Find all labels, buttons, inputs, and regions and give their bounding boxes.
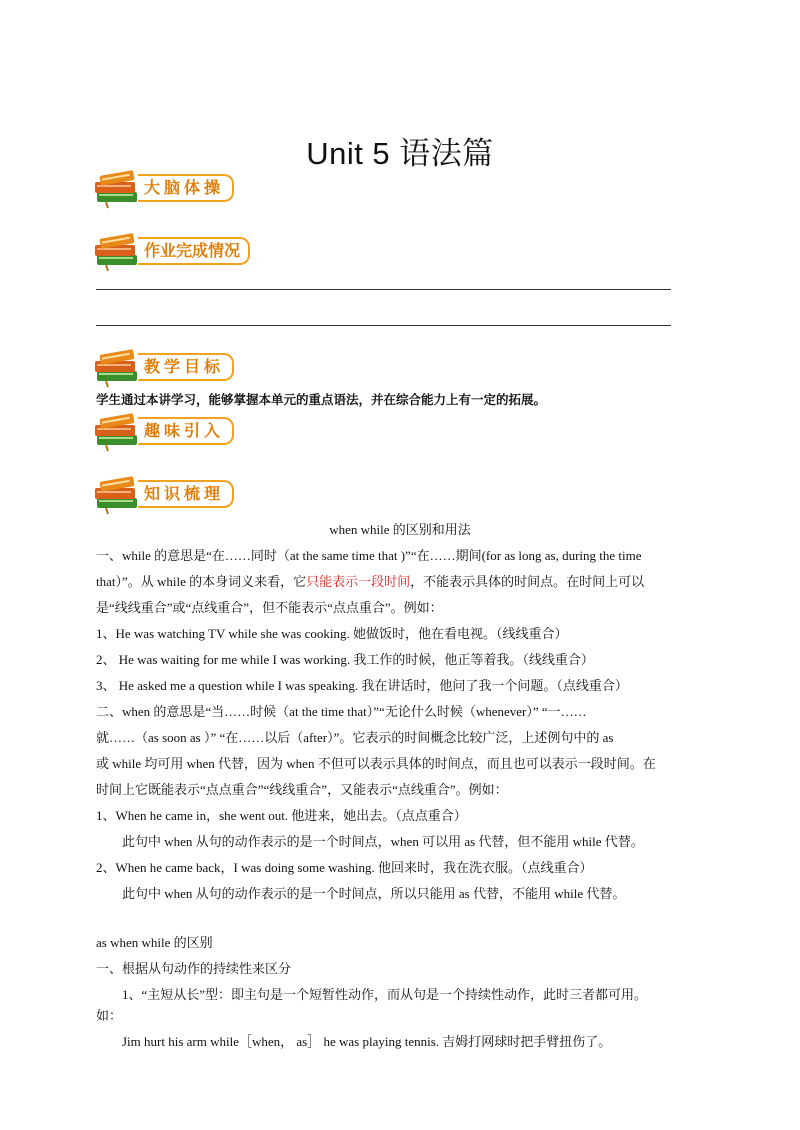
- example-line: 1、When he came in，she went out. 他进来，她出去。（点点重合）: [96, 808, 467, 823]
- section-header-warmup: [94, 168, 274, 208]
- example-line: 2、 He was waiting for me while I was working. 我工作的时候，他正等着我。（线线重合）: [96, 652, 594, 667]
- paragraph-line: 如：: [96, 1008, 123, 1023]
- text-span: ，不能表示具体的时间点。在时间上可以: [410, 574, 645, 589]
- text-span: that）”。从 while 的本身词义来看，它: [96, 574, 307, 589]
- explanation-line: 此句中 when 从句的动作表示的是一个时间点，when 可以用 as 代替，但不能用 while 代替。: [122, 834, 644, 849]
- page-title: Unit 5 语法篇: [306, 136, 494, 171]
- section-label: 趣味引入: [138, 417, 234, 445]
- highlight-text: 只能表示一段时间: [306, 574, 411, 589]
- books-icon: [94, 231, 142, 273]
- section-label: 知识梳理: [138, 480, 234, 508]
- paragraph-line: 时间上它既能表示“点点重合”“线线重合”，又能表示“点线重合”。例如：: [96, 782, 508, 797]
- paragraph-line: 就……（as soon as ）” “在……以后（after）”。它表示的时间概念比较广泛，上述例句中的 as: [96, 730, 614, 745]
- paragraph-line: [96, 572, 706, 592]
- content-heading: as when while 的区别: [96, 935, 213, 950]
- books-icon: [94, 168, 142, 210]
- answer-line: [96, 325, 671, 326]
- example-line: 2、When he came back，I was doing some washing. 他回来时，我在洗衣服。（点线重合）: [96, 860, 593, 875]
- section-header-intro: [94, 411, 274, 451]
- section-label: 教学目标: [138, 353, 234, 381]
- paragraph-line: 二、when 的意思是“当……时候（at the time that）”“无论什么时候（whenever）” “一……: [96, 704, 587, 719]
- section-header-goals: [94, 347, 274, 387]
- goals-text: 学生通过本讲学习，能够掌握本单元的重点语法，并在综合能力上有一定的拓展。: [96, 392, 547, 407]
- section-label: 大脑体操: [138, 174, 234, 202]
- books-icon: [94, 347, 142, 389]
- paragraph-line: 或 while 均可用 when 代替，因为 when 不但可以表示具体的时间点，而且也可以表示一段时间。在: [96, 756, 656, 771]
- explanation-line: 此句中 when 从句的动作表示的是一个时间点，所以只能用 as 代替，不能用 while 代替。: [122, 886, 626, 901]
- content-heading: when while 的区别和用法: [329, 522, 471, 537]
- example-line: Jim hurt his arm while［when， as］ he was playing tennis. 吉姆打网球时把手臂扭伤了。: [122, 1034, 612, 1049]
- paragraph-line: 一、根据从句动作的持续性来区分: [96, 961, 292, 976]
- section-header-knowledge: [94, 474, 274, 514]
- example-line: 1、He was watching TV while she was cooking. 她做饭时，他在看电视。（线线重合）: [96, 626, 568, 641]
- paragraph-line: 1、“主短从长”型：即主句是一个短暂性动作，而从句是一个持续性动作，此时三者都可用。: [122, 987, 648, 1002]
- books-icon: [94, 474, 142, 516]
- example-line: 3、 He asked me a question while I was speaking. 我在讲话时，他问了我一个问题。（点线重合）: [96, 678, 628, 693]
- section-label: 作业完成情况: [138, 237, 250, 265]
- paragraph-line: 一、while 的意思是“在……同时（at the same time that )”“在……期间(for as long as, during the time: [96, 548, 642, 563]
- section-header-homework: [94, 231, 274, 271]
- paragraph-line: 是“线线重合”或“点线重合”，但不能表示“点点重合”。例如：: [96, 600, 443, 615]
- books-icon: [94, 411, 142, 453]
- answer-line: [96, 289, 671, 290]
